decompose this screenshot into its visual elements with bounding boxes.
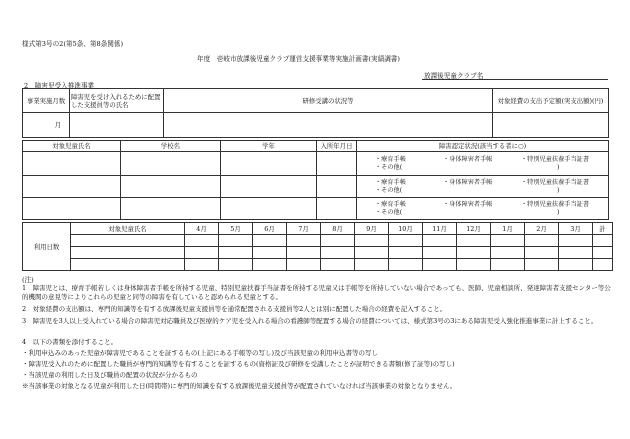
day-cell[interactable] (457, 235, 491, 247)
shintai-option[interactable]: ・身体障害者手帳 (443, 178, 493, 186)
entry-date-header: 入所年月日 (317, 141, 357, 152)
school-cell[interactable] (121, 176, 221, 198)
grade-cell[interactable] (221, 152, 317, 176)
ryoiku-option[interactable]: ・療育手帳 (375, 155, 406, 163)
day-cell[interactable] (525, 259, 559, 271)
table-row (23, 176, 609, 198)
child-name-cell[interactable] (23, 176, 121, 198)
usage-days-label: 利用日数 (23, 223, 71, 271)
child-name-cell[interactable] (23, 152, 121, 176)
month-header: 5月 (219, 223, 253, 235)
total-cell[interactable] (593, 235, 613, 247)
school-cell[interactable] (121, 198, 221, 220)
disability-line-1 (375, 156, 607, 164)
day-cell[interactable] (457, 259, 491, 271)
month-header: 2月 (525, 223, 559, 235)
day-cell[interactable] (185, 235, 219, 247)
cost-header: 対象経費の支出予定額(実支出額)(円) (493, 89, 609, 113)
disability-line-2 (375, 187, 607, 195)
day-cell[interactable] (491, 235, 525, 247)
month-header: 10月 (389, 223, 423, 235)
grade-header: 学年 (221, 141, 317, 152)
disability-cell[interactable] (357, 152, 609, 176)
notes-heading: (注) (22, 276, 34, 284)
ryoiku-option[interactable]: ・療育手帳 (375, 178, 406, 186)
disability-line-2 (375, 209, 607, 217)
note-bullet-4: ※当該事業の対象となる児童が利用した日(時間帯)に専門的知識を有する放課後児童支援員等が配置されていなければ当該事業の対象となりません。 (22, 382, 457, 390)
staff-table (22, 88, 609, 138)
day-cell[interactable] (389, 247, 423, 259)
day-cell[interactable] (355, 247, 389, 259)
staff-name-header: 障害児を受け入れるために配置した支援員等の氏名 (70, 89, 164, 113)
usage-child-cell[interactable] (71, 235, 185, 247)
disability-line-2 (375, 164, 607, 172)
usage-child-cell[interactable] (71, 259, 185, 271)
day-cell[interactable] (559, 259, 593, 271)
month-header: 7月 (287, 223, 321, 235)
day-cell[interactable] (525, 247, 559, 259)
entry-date-cell[interactable] (317, 176, 357, 198)
month-header: 3月 (559, 223, 593, 235)
disability-cell[interactable] (357, 176, 609, 198)
total-cell[interactable] (593, 247, 613, 259)
day-cell[interactable] (253, 259, 287, 271)
note-2: 2 対象経費の支出額は、専門的知識等を有する放課後児童支援員等を通常配置される支援員等2人とは別に配置した場合の経費を記入すること。 (22, 305, 447, 313)
note-1: 1 障害児とは、療育手帳若しくは身体障害者手帳を所持する児童、特別児童扶養手当証書を所持する児童又は手帳等を所持していない場合であっても、医師、児童相談所、発達障害者支援センター等公的機関の意見等によりこれらの児童と同等の障害を有していると認められる児童とする。 (22, 284, 611, 302)
day-cell[interactable] (423, 259, 457, 271)
day-cell[interactable] (219, 259, 253, 271)
usage-table-header (23, 223, 613, 235)
grade-cell[interactable] (221, 176, 317, 198)
note-3: 3 障害児を3人以上受入れている場合の障害児対応職員及び医療的ケア児を受入れる場合の看護師等配置する場合の経費については、様式第3号の3にある障害児受入強化推進事業に計上すること。 (22, 317, 598, 325)
day-cell[interactable] (389, 259, 423, 271)
school-cell[interactable] (121, 152, 221, 176)
day-cell[interactable] (355, 235, 389, 247)
disability-header: 障害認定状況(該当する者に○) (357, 141, 609, 152)
usage-child-name-header: 対象児童氏名 (71, 223, 185, 235)
day-cell[interactable] (321, 259, 355, 271)
day-cell[interactable] (457, 247, 491, 259)
table-row (23, 247, 613, 259)
club-name-underline (422, 79, 608, 80)
month-count-header: 事業実施月数 (23, 89, 70, 113)
table-row (23, 259, 613, 271)
month-header: 4月 (185, 223, 219, 235)
other-option[interactable]: ・その他( (375, 163, 403, 171)
other-close: ) (557, 208, 560, 216)
ryoiku-option[interactable]: ・療育手帳 (375, 200, 406, 208)
table-row (23, 152, 609, 176)
day-cell[interactable] (287, 235, 321, 247)
day-cell[interactable] (423, 247, 457, 259)
table-row (23, 198, 609, 220)
day-cell[interactable] (321, 235, 355, 247)
month-header: 9月 (355, 223, 389, 235)
document-title: 年度 壱岐市放課後児童クラブ運営支援事業等実施計画書(実績調書) (197, 55, 400, 63)
day-cell[interactable] (559, 235, 593, 247)
day-cell[interactable] (423, 235, 457, 247)
day-cell[interactable] (219, 235, 253, 247)
children-table-header (23, 141, 609, 152)
shintai-option[interactable]: ・身体障害者手帳 (443, 155, 493, 163)
tokubetsu-option[interactable]: ・特別児童扶養手当証書 (521, 178, 590, 186)
training-cell[interactable] (164, 113, 493, 138)
total-header: 計 (593, 223, 613, 235)
children-table (22, 140, 609, 220)
month-header: 6月 (253, 223, 287, 235)
club-name-label: 放課後児童クラブ名 (424, 72, 484, 80)
training-header: 研修受講の状況等 (164, 89, 493, 113)
other-close: ) (557, 163, 560, 171)
day-cell[interactable] (253, 247, 287, 259)
day-cell[interactable] (389, 235, 423, 247)
month-header: 11月 (423, 223, 457, 235)
tokubetsu-option[interactable]: ・特別児童扶養手当証書 (521, 155, 590, 163)
entry-date-cell[interactable] (317, 152, 357, 176)
staff-table-header (23, 89, 609, 113)
form-number: 様式第3号の2(第5条、第8条関係) (22, 40, 124, 48)
other-option[interactable]: ・その他( (375, 186, 403, 194)
day-cell[interactable] (287, 259, 321, 271)
day-cell[interactable] (355, 259, 389, 271)
month-header: 8月 (321, 223, 355, 235)
total-cell[interactable] (593, 259, 613, 271)
month-header: 12月 (457, 223, 491, 235)
usage-child-cell[interactable] (71, 247, 185, 259)
entry-date-cell[interactable] (317, 198, 357, 220)
usage-days-table (22, 222, 613, 271)
day-cell[interactable] (559, 247, 593, 259)
table-row (23, 235, 613, 247)
disability-line-1 (375, 179, 607, 187)
disability-line-1 (375, 201, 607, 209)
month-header: 1月 (491, 223, 525, 235)
grade-cell[interactable] (221, 198, 317, 220)
staff-name-cell[interactable] (70, 113, 164, 138)
shintai-option[interactable]: ・身体障害者手帳 (443, 200, 493, 208)
day-cell[interactable] (287, 247, 321, 259)
day-cell[interactable] (491, 247, 525, 259)
section-heading: 2 障害児受入推進事業 (24, 82, 95, 90)
cost-cell[interactable] (493, 113, 609, 138)
day-cell[interactable] (321, 247, 355, 259)
other-option[interactable]: ・その他( (375, 208, 403, 216)
day-cell[interactable] (185, 259, 219, 271)
child-name-cell[interactable] (23, 198, 121, 220)
note-bullet-2: ・障害児受入れのために配置した職員が専門的知識等を有することを証するもの(資格証及び研修を受講したことが証明できる書類(修了証等)の写し) (22, 360, 455, 368)
day-cell[interactable] (185, 247, 219, 259)
month-unit: 月 (23, 113, 70, 138)
day-cell[interactable] (253, 235, 287, 247)
day-cell[interactable] (491, 259, 525, 271)
disability-cell[interactable] (357, 198, 609, 220)
note-bullet-1: ・利用申込みのあった児童が障害児であることを証するもの(上記にある手帳等の写し)及び当該児童の利用申込書等の写し (22, 349, 379, 357)
tokubetsu-option[interactable]: ・特別児童扶養手当証書 (521, 200, 590, 208)
school-header: 学校名 (121, 141, 221, 152)
note-4: 4 以下の書類を添付すること。 (22, 338, 118, 346)
other-close: ) (557, 186, 560, 194)
child-name-header: 対象児童氏名 (23, 141, 121, 152)
staff-table-row (23, 113, 609, 138)
day-cell[interactable] (525, 235, 559, 247)
note-bullet-3: ・当該児童の利用した日及び職員の配置の状況が分かるもの (22, 371, 198, 379)
day-cell[interactable] (219, 247, 253, 259)
